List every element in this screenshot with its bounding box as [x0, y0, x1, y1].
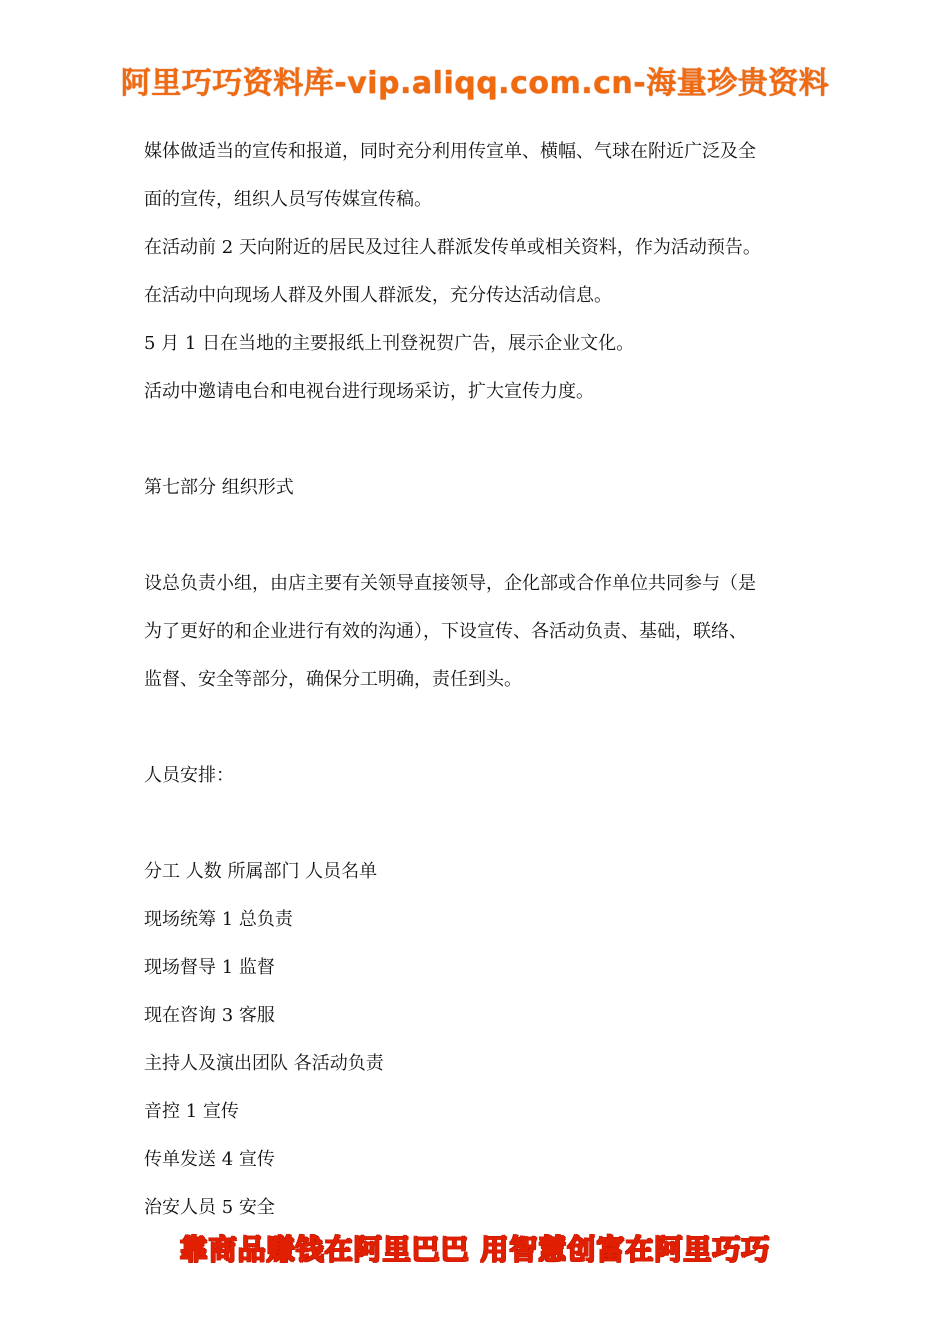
promotion-line: 活动中邀请电台和电视台进行现场采访，扩大宣传力度。 — [144, 381, 594, 402]
promotion-line: 5 月 1 日在当地的主要报纸上刊登祝贺广告，展示企业文化。 — [144, 333, 635, 354]
staff-table-row: 现场督导 1 监督 — [144, 957, 275, 978]
section-paragraph-line: 设总负责小组，由店主要有关领导直接领导，企化部或合作单位共同参与（是 — [144, 573, 756, 594]
staff-table-header: 分工 人数 所属部门 人员名单 — [144, 861, 378, 882]
promotion-line: 在活动中向现场人群及外围人群派发，充分传达活动信息。 — [144, 285, 612, 306]
header-banner: 阿里巧巧资料库-vip.aliqq.com.cn-海量珍贵资料 — [120, 66, 830, 101]
staff-table-row: 传单发送 4 宣传 — [144, 1149, 275, 1170]
spacer — [144, 704, 814, 752]
section-paragraph-line: 为了更好的和企业进行有效的沟通），下设宣传、各活动负责、基础，联络、 — [144, 621, 747, 642]
spacer — [144, 512, 814, 560]
promotion-line: 媒体做适当的宣传和报道，同时充分利用传宣单、横幅、气球在附近广泛及全 — [144, 141, 756, 162]
staffing-label: 人员安排： — [144, 765, 234, 786]
staff-table-row: 音控 1 宣传 — [144, 1101, 239, 1122]
staff-table-row: 治安人员 5 安全 — [144, 1197, 275, 1218]
staff-table-row: 现场统筹 1 总负责 — [144, 909, 293, 930]
spacer — [144, 800, 814, 848]
footer-banner: 靠商品赚钱在阿里巴巴 用智慧创富在阿里巧巧 — [179, 1233, 771, 1266]
section-paragraph-line: 监督、安全等部分，确保分工明确，责任到头。 — [144, 669, 522, 690]
promotion-line: 面的宣传，组织人员写传媒宣传稿。 — [144, 189, 432, 210]
section-title: 第七部分 组织形式 — [144, 477, 294, 498]
spacer — [144, 416, 814, 464]
staff-table-row: 现在咨询 3 客服 — [144, 1005, 275, 1026]
staff-table-row: 主持人及演出团队 各活动负责 — [144, 1053, 384, 1074]
promotion-line: 在活动前 2 天向附近的居民及过往人群派发传单或相关资料，作为活动预告。 — [144, 237, 761, 258]
document-body — [144, 128, 814, 1232]
